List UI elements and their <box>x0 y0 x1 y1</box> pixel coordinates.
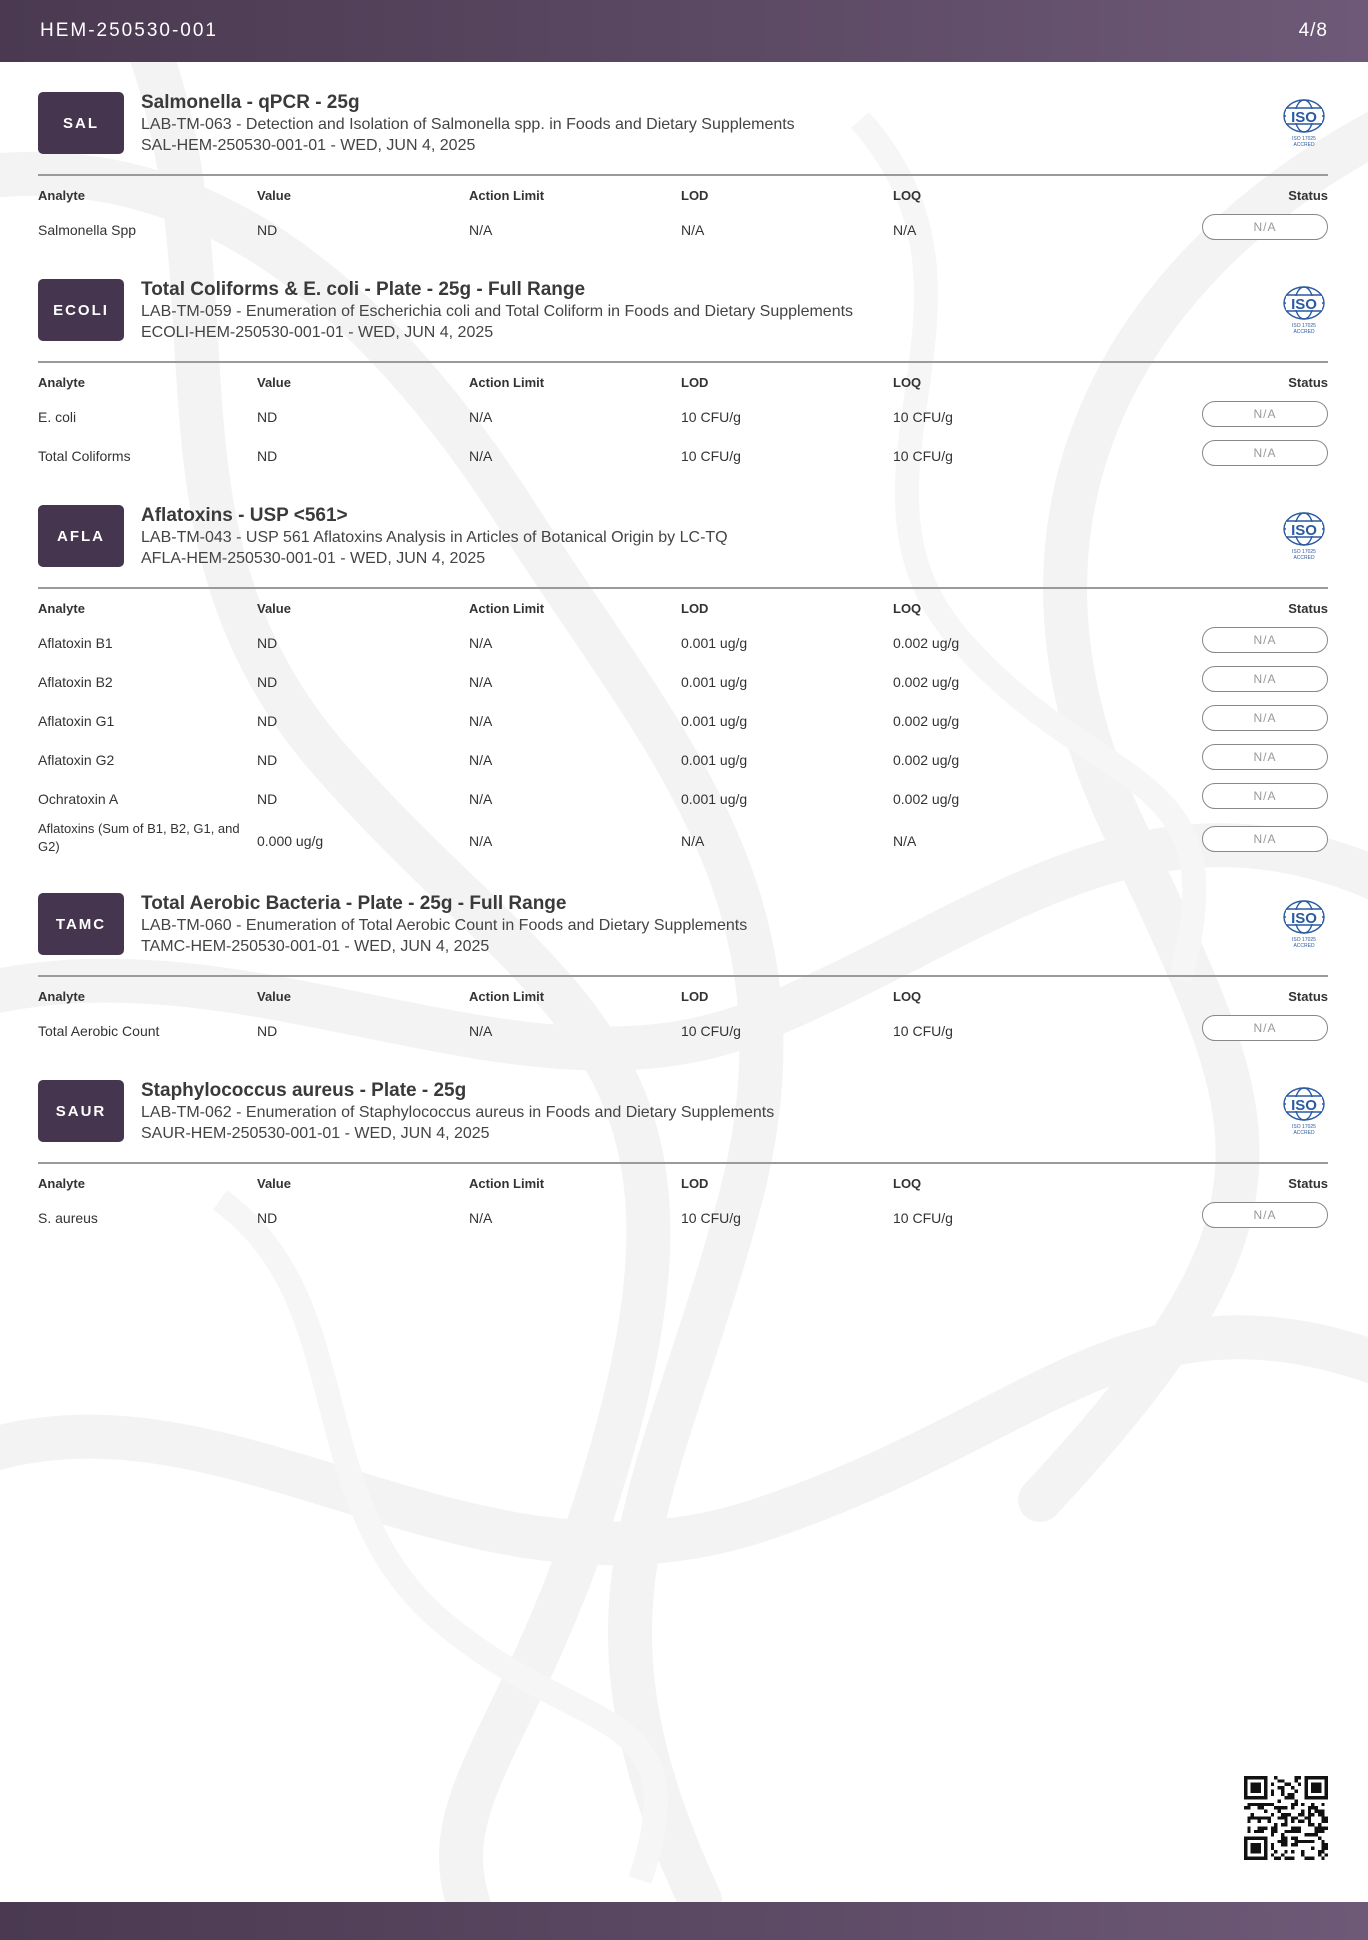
section-method: LAB-TM-043 - USP 561 Aflatoxins Analysis in Articles of Botanical Origin by LC-TQ <box>141 529 728 546</box>
cell-action-limit: N/A <box>469 635 493 651</box>
col-lod: LOD <box>681 375 709 390</box>
section-method: LAB-TM-060 - Enumeration of Total Aerobic Count in Foods and Dietary Supplements <box>141 917 748 934</box>
page-number: 4/8 <box>1298 20 1328 41</box>
cell-value: ND <box>257 1210 278 1226</box>
test-section-tamc <box>38 893 1328 1050</box>
col-status: Status <box>1288 375 1328 390</box>
status-badge: N/A <box>1202 826 1328 852</box>
table-row <box>38 818 1328 863</box>
cell-action-limit: N/A <box>469 752 493 768</box>
iso-accreditation-icon <box>1280 283 1328 337</box>
svg-text:ISO: ISO <box>1291 296 1317 313</box>
cell-lod: 0.001 ug/g <box>681 674 748 690</box>
cell-analyte: Aflatoxin B1 <box>38 635 113 651</box>
cell-loq: 0.002 ug/g <box>893 791 960 807</box>
col-action-limit: Action Limit <box>469 1176 545 1191</box>
col-value: Value <box>257 601 291 616</box>
section-sample-id: TAMC-HEM-250530-001-01 - WED, JUN 4, 2025 <box>141 938 490 955</box>
cell-analyte: Aflatoxin G2 <box>38 752 115 768</box>
svg-text:ACCRED: ACCRED <box>1293 943 1315 949</box>
table-header <box>38 363 1328 397</box>
svg-text:ISO 17025: ISO 17025 <box>1292 937 1316 943</box>
test-code-badge: ECOLI <box>38 279 124 341</box>
status-badge: N/A <box>1202 214 1328 240</box>
cell-lod: 0.001 ug/g <box>681 791 748 807</box>
cell-lod: N/A <box>681 833 705 849</box>
cell-action-limit: N/A <box>469 409 493 425</box>
cell-action-limit: N/A <box>469 713 493 729</box>
section-header <box>38 505 1328 585</box>
svg-text:ACCRED: ACCRED <box>1293 555 1315 561</box>
cell-action-limit: N/A <box>469 448 493 464</box>
cell-loq: N/A <box>893 833 917 849</box>
table-row <box>38 779 1328 818</box>
cell-action-limit: N/A <box>469 674 493 690</box>
cell-analyte: S. aureus <box>38 1210 98 1226</box>
section-header <box>38 92 1328 172</box>
table-row <box>38 397 1328 436</box>
test-code-badge: SAL <box>38 92 124 154</box>
col-loq: LOQ <box>893 188 922 203</box>
status-badge: N/A <box>1202 666 1328 692</box>
col-analyte: Analyte <box>38 375 85 390</box>
test-code-badge: TAMC <box>38 893 124 955</box>
cell-lod: 10 CFU/g <box>681 409 741 425</box>
cell-value: ND <box>257 1023 278 1039</box>
cell-analyte: Aflatoxin G1 <box>38 713 115 729</box>
section-title: Aflatoxins - USP <561> <box>141 505 348 526</box>
cell-lod: 10 CFU/g <box>681 1210 741 1226</box>
test-section-ecoli <box>38 279 1328 475</box>
cell-lod: 10 CFU/g <box>681 1023 741 1039</box>
svg-text:ISO 17025: ISO 17025 <box>1292 1124 1316 1130</box>
col-value: Value <box>257 188 291 203</box>
svg-text:ACCRED: ACCRED <box>1293 1130 1315 1136</box>
svg-text:ISO 17025: ISO 17025 <box>1292 136 1316 142</box>
test-section-sal <box>38 92 1328 249</box>
section-sample-id: ECOLI-HEM-250530-001-01 - WED, JUN 4, 2025 <box>141 324 494 341</box>
col-value: Value <box>257 375 291 390</box>
section-title: Salmonella - qPCR - 25g <box>141 92 360 113</box>
header-bar <box>0 0 1368 62</box>
status-badge: N/A <box>1202 401 1328 427</box>
cell-loq: 0.002 ug/g <box>893 674 960 690</box>
cell-value: ND <box>257 222 278 238</box>
col-analyte: Analyte <box>38 601 85 616</box>
col-lod: LOD <box>681 601 709 616</box>
iso-accreditation-icon <box>1280 96 1328 150</box>
cell-analyte: E. coli <box>38 409 77 425</box>
svg-text:ISO: ISO <box>1291 522 1317 539</box>
status-badge: N/A <box>1202 744 1328 770</box>
section-sample-id: SAL-HEM-250530-001-01 - WED, JUN 4, 2025 <box>141 137 476 154</box>
cell-lod: 0.001 ug/g <box>681 752 748 768</box>
cell-value: 0.000 ug/g <box>257 833 324 849</box>
col-action-limit: Action Limit <box>469 375 545 390</box>
iso-accreditation-icon <box>1280 509 1328 563</box>
test-section-saur <box>38 1080 1328 1237</box>
results-content <box>38 62 1328 1237</box>
section-header <box>38 1080 1328 1160</box>
col-loq: LOQ <box>893 1176 922 1191</box>
col-action-limit: Action Limit <box>469 989 545 1004</box>
col-lod: LOD <box>681 989 709 1004</box>
svg-text:ISO: ISO <box>1291 1097 1317 1114</box>
status-badge: N/A <box>1202 440 1328 466</box>
test-code-badge: AFLA <box>38 505 124 567</box>
col-analyte: Analyte <box>38 188 85 203</box>
col-lod: LOD <box>681 1176 709 1191</box>
cell-action-limit: N/A <box>469 833 493 849</box>
cell-loq: 0.002 ug/g <box>893 635 960 651</box>
svg-text:ISO 17025: ISO 17025 <box>1292 323 1316 329</box>
table-row <box>38 662 1328 701</box>
section-title: Staphylococcus aureus - Plate - 25g <box>141 1080 467 1101</box>
cell-action-limit: N/A <box>469 1210 493 1226</box>
cell-analyte: Total Aerobic Count <box>38 1023 160 1039</box>
col-status: Status <box>1288 601 1328 616</box>
cell-lod: 10 CFU/g <box>681 448 741 464</box>
col-analyte: Analyte <box>38 1176 85 1191</box>
cell-loq: N/A <box>893 222 917 238</box>
section-method: LAB-TM-062 - Enumeration of Staphylococcus aureus in Foods and Dietary Supplements <box>141 1104 775 1121</box>
footer-bar <box>0 1902 1368 1940</box>
test-code-badge: SAUR <box>38 1080 124 1142</box>
table-row <box>38 436 1328 475</box>
table-row <box>38 1198 1328 1237</box>
table-header <box>38 1164 1328 1198</box>
cell-action-limit: N/A <box>469 791 493 807</box>
svg-text:ISO: ISO <box>1291 109 1317 126</box>
svg-text:ISO: ISO <box>1291 910 1317 927</box>
cell-value: ND <box>257 635 278 651</box>
col-status: Status <box>1288 188 1328 203</box>
col-status: Status <box>1288 1176 1328 1191</box>
section-sample-id: AFLA-HEM-250530-001-01 - WED, JUN 4, 2025 <box>141 550 486 567</box>
cell-value: ND <box>257 713 278 729</box>
col-action-limit: Action Limit <box>469 601 545 616</box>
status-badge: N/A <box>1202 1015 1328 1041</box>
table-header <box>38 176 1328 210</box>
qr-code-icon[interactable] <box>1244 1776 1328 1860</box>
status-badge: N/A <box>1202 627 1328 653</box>
status-badge: N/A <box>1202 783 1328 809</box>
table-header <box>38 977 1328 1011</box>
svg-text:ISO 17025: ISO 17025 <box>1292 549 1316 555</box>
cell-lod: 0.001 ug/g <box>681 713 748 729</box>
section-method: LAB-TM-059 - Enumeration of Escherichia coli and Total Coliform in Foods and Dietary Supplements <box>141 303 854 320</box>
cell-value: ND <box>257 752 278 768</box>
section-method: LAB-TM-063 - Detection and Isolation of Salmonella spp. in Foods and Dietary Supplements <box>141 116 795 133</box>
cell-analyte: Aflatoxin B2 <box>38 674 113 690</box>
col-value: Value <box>257 1176 291 1191</box>
table-header <box>38 589 1328 623</box>
cell-loq: 10 CFU/g <box>893 448 953 464</box>
col-loq: LOQ <box>893 989 922 1004</box>
section-title: Total Coliforms & E. coli - Plate - 25g - Full Range <box>141 279 586 300</box>
cell-value: ND <box>257 448 278 464</box>
cell-loq: 10 CFU/g <box>893 409 953 425</box>
iso-accreditation-icon <box>1280 1084 1328 1138</box>
cell-value: ND <box>257 674 278 690</box>
col-analyte: Analyte <box>38 989 85 1004</box>
table-row <box>38 701 1328 740</box>
table-row <box>38 623 1328 662</box>
section-sample-id: SAUR-HEM-250530-001-01 - WED, JUN 4, 2025 <box>141 1125 490 1142</box>
cell-analyte: Salmonella Spp <box>38 222 137 238</box>
cell-loq: 10 CFU/g <box>893 1023 953 1039</box>
section-title: Total Aerobic Bacteria - Plate - 25g - Full Range <box>141 893 567 914</box>
col-lod: LOD <box>681 188 709 203</box>
cell-analyte: Ochratoxin A <box>38 791 119 807</box>
svg-text:ACCRED: ACCRED <box>1293 329 1315 335</box>
cell-action-limit: N/A <box>469 222 493 238</box>
cell-action-limit: N/A <box>469 1023 493 1039</box>
col-loq: LOQ <box>893 601 922 616</box>
table-row <box>38 210 1328 249</box>
table-row <box>38 740 1328 779</box>
col-loq: LOQ <box>893 375 922 390</box>
cell-value: ND <box>257 409 278 425</box>
section-header <box>38 279 1328 359</box>
iso-accreditation-icon <box>1280 897 1328 951</box>
status-badge: N/A <box>1202 705 1328 731</box>
cell-loq: 10 CFU/g <box>893 1210 953 1226</box>
col-value: Value <box>257 989 291 1004</box>
svg-text:ACCRED: ACCRED <box>1293 142 1315 148</box>
col-action-limit: Action Limit <box>469 188 545 203</box>
cell-analyte: Aflatoxins (Sum of B1, B2, G1, and G2) <box>38 821 240 854</box>
document-id: HEM-250530-001 <box>40 20 218 41</box>
table-row <box>38 1011 1328 1050</box>
cell-loq: 0.002 ug/g <box>893 752 960 768</box>
cell-lod: N/A <box>681 222 705 238</box>
test-section-afla <box>38 505 1328 863</box>
col-status: Status <box>1288 989 1328 1004</box>
cell-loq: 0.002 ug/g <box>893 713 960 729</box>
cell-lod: 0.001 ug/g <box>681 635 748 651</box>
section-header <box>38 893 1328 973</box>
status-badge: N/A <box>1202 1202 1328 1228</box>
cell-analyte: Total Coliforms <box>38 448 131 464</box>
cell-value: ND <box>257 791 278 807</box>
